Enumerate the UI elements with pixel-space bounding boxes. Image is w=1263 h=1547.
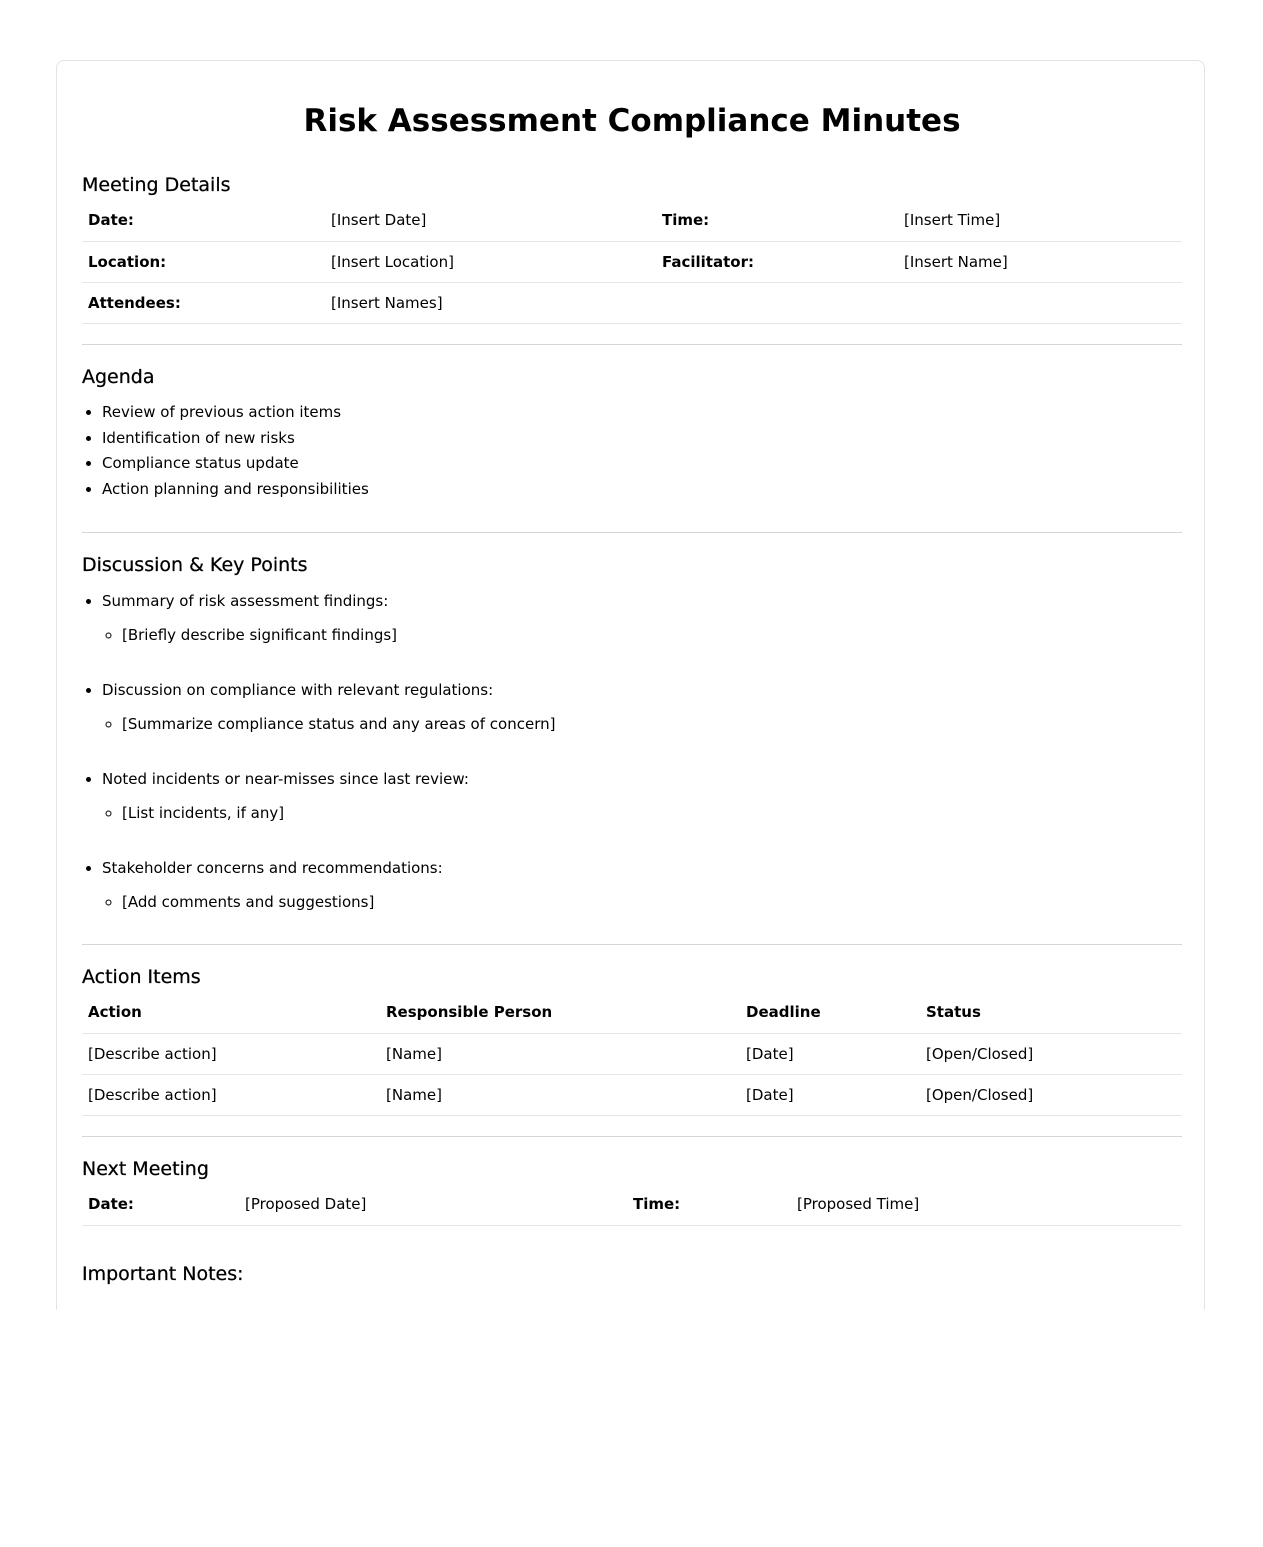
- column-header-status: Status: [920, 992, 1182, 1033]
- agenda-heading: Agenda: [82, 366, 155, 388]
- table-header-row: [82, 992, 1182, 1033]
- sub-list: [102, 802, 555, 824]
- document-card: [56, 60, 1205, 1310]
- table-row: [82, 1184, 1182, 1225]
- table-cell: [Name]: [380, 1033, 740, 1074]
- action-items-table: [82, 992, 1182, 1116]
- discussion-point: • Noted incidents or near-misses since last review:: [102, 770, 469, 788]
- table-cell: [Name]: [380, 1074, 740, 1115]
- section-divider: [82, 944, 1182, 945]
- table-row: [82, 241, 1182, 282]
- next-date-value: [Proposed Date]: [239, 1184, 627, 1225]
- table-row: [82, 200, 1182, 241]
- table-cell: [Date]: [740, 1074, 920, 1115]
- attendees-label: Attendees:: [82, 282, 325, 323]
- list-item: ◦ [List incidents, if any]: [122, 802, 555, 824]
- agenda-list: [82, 400, 369, 502]
- column-header-action: Action: [82, 992, 380, 1033]
- discussion-point: • Discussion on compliance with relevant regulations:: [102, 681, 494, 699]
- date-label: Date:: [82, 200, 325, 241]
- sub-list: [102, 624, 555, 646]
- location-value: [Insert Location]: [325, 241, 656, 282]
- discussion-point: • Stakeholder concerns and recommendations:: [102, 859, 443, 877]
- table-cell: [Open/Closed]: [920, 1033, 1182, 1074]
- next-time-label: Time:: [627, 1184, 791, 1225]
- next-meeting-table: [82, 1184, 1182, 1226]
- date-value: [Insert Date]: [325, 200, 656, 241]
- list-item: [102, 768, 555, 857]
- location-label: Location:: [82, 241, 325, 282]
- section-divider: [82, 1136, 1182, 1137]
- column-header-deadline: Deadline: [740, 992, 920, 1033]
- table-cell: [Describe action]: [82, 1033, 380, 1074]
- list-item: ◦ [Briefly describe significant findings]: [122, 624, 555, 646]
- next-date-label: Date:: [82, 1184, 239, 1225]
- facilitator-value: [Insert Name]: [898, 241, 1182, 282]
- list-item: ◦ [Add comments and suggestions]: [122, 891, 555, 913]
- discussion-heading: Discussion & Key Points: [82, 554, 308, 576]
- list-item: • Compliance status update: [102, 451, 369, 477]
- list-item: [102, 590, 555, 679]
- list-item: [102, 857, 555, 917]
- time-label: Time:: [656, 200, 898, 241]
- action-items-heading: Action Items: [82, 966, 201, 988]
- sub-list: [102, 713, 555, 735]
- list-item: • Action planning and responsibilities: [102, 477, 369, 503]
- important-notes-heading: Important Notes:: [82, 1263, 244, 1285]
- section-divider: [82, 532, 1182, 533]
- table-cell: [Open/Closed]: [920, 1074, 1182, 1115]
- section-divider: [82, 344, 1182, 345]
- list-item: • Review of previous action items: [102, 400, 369, 426]
- discussion-point: • Summary of risk assessment findings:: [102, 592, 389, 610]
- sub-list: [102, 891, 555, 913]
- table-cell: [Describe action]: [82, 1074, 380, 1115]
- next-meeting-heading: Next Meeting: [82, 1158, 209, 1180]
- facilitator-label: Facilitator:: [656, 241, 898, 282]
- list-item: • Identification of new risks: [102, 426, 369, 452]
- list-item: ◦ [Summarize compliance status and any areas of concern]: [122, 713, 555, 735]
- list-item: [102, 679, 555, 768]
- attendees-value: [Insert Names]: [325, 282, 656, 323]
- next-time-value: [Proposed Time]: [791, 1184, 1182, 1225]
- page-title: Risk Assessment Compliance Minutes: [303, 103, 961, 139]
- discussion-list: [82, 590, 555, 917]
- time-value: [Insert Time]: [898, 200, 1182, 241]
- column-header-responsible: Responsible Person: [380, 992, 740, 1033]
- meeting-details-table: [82, 200, 1182, 324]
- meeting-details-heading: Meeting Details: [82, 174, 231, 196]
- table-cell: [Date]: [740, 1033, 920, 1074]
- table-row: [82, 282, 1182, 323]
- table-row: [82, 1033, 1182, 1074]
- table-row: [82, 1074, 1182, 1115]
